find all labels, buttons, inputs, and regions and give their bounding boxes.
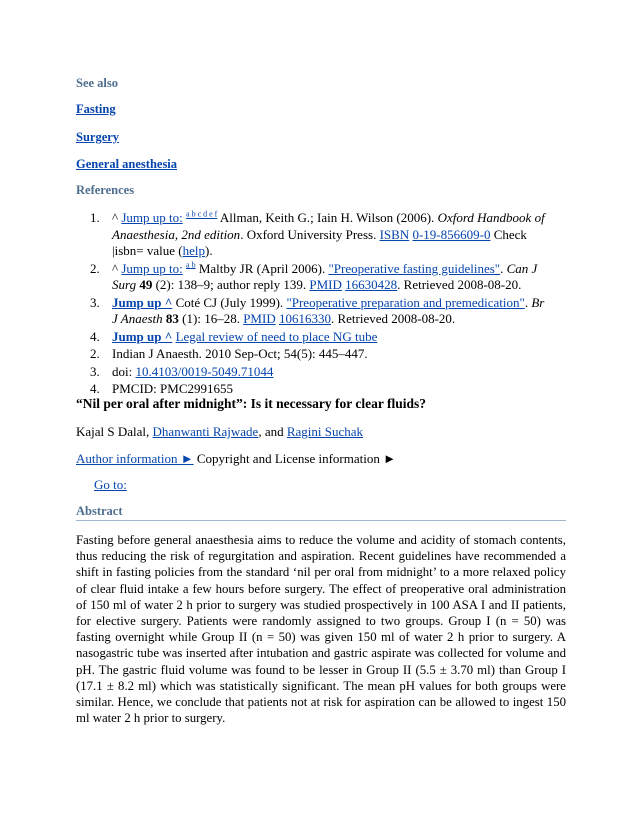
references-list xyxy=(76,210,546,399)
reference-item: 2. ^ Jump up to: $^{a b}$ Maltby JR (April 2006). "Preoperative fasting guidelines". Can J Surg 49 (2): 138–9; author reply 139. PMID 16630428. Retrieved 2008-08-20. xyxy=(90,260,538,292)
go-to-link[interactable]: Go to: xyxy=(94,477,127,492)
backref-letters[interactable]: a b xyxy=(186,260,196,270)
pmid-link[interactable]: 16630428 xyxy=(345,277,398,292)
pmid-label-link[interactable]: PMID xyxy=(243,311,276,326)
legal-review-link[interactable]: Legal review of need to place NG tube xyxy=(175,328,378,344)
jump-up-link[interactable]: Jump up ^ xyxy=(112,294,173,310)
jump-up-link[interactable]: Jump up ^ xyxy=(112,328,173,344)
jump-up-link[interactable]: Jump up to: xyxy=(121,260,183,276)
citation-item: 4. PMCID: PMC2991655 xyxy=(90,381,233,396)
article-title-link[interactable]: "Preoperative fasting guidelines" xyxy=(328,260,501,276)
author-link[interactable]: Ragini Suchak xyxy=(286,424,364,439)
reference-item: 4. Jump up ^ Legal review of need to place NG tube xyxy=(90,328,378,344)
copyright-license-toggle[interactable]: Copyright and License information ► xyxy=(193,451,396,466)
references-heading: References xyxy=(76,183,135,197)
isbn-label-link[interactable]: ISBN xyxy=(379,226,410,242)
abstract-heading: Abstract xyxy=(76,504,123,518)
article-title-link[interactable]: "Preoperative preparation and premedication" xyxy=(286,294,525,310)
author-link[interactable]: Dhanwanti Rajwade xyxy=(152,424,259,439)
author-list: Kajal S Dalal, Dhanwanti Rajwade, and Ragini Suchak xyxy=(76,424,364,439)
help-link[interactable]: help xyxy=(182,243,205,258)
see-also-heading: See also xyxy=(76,76,119,90)
pmid-link[interactable]: 10616330 xyxy=(278,311,331,326)
backref-letters[interactable]: a b c d e f xyxy=(186,209,218,219)
link-general-anesthesia[interactable]: General anesthesia xyxy=(76,157,178,171)
pmid-label-link[interactable]: PMID xyxy=(309,277,342,292)
reference-item: 1. ^ Jump up to: $^{a b c d e f}$ Allman, Keith G.; Iain H. Wilson (2006). Oxford Handbook of Anaesthesia, 2nd edition. Oxford University Press. ISBN 0-19-856609-0 Check |isbn= value (help). xyxy=(90,209,545,258)
jump-up-link[interactable]: Jump up to: xyxy=(121,210,183,225)
link-fasting[interactable]: Fasting xyxy=(76,102,116,116)
article-info-bar xyxy=(76,451,396,467)
article-title: “Nil per oral after midnight”: Is it necessary for clear fluids? xyxy=(76,396,426,411)
link-surgery[interactable]: Surgery xyxy=(76,130,120,144)
divider xyxy=(76,520,566,521)
citation-item: 2. Indian J Anaesth. 2010 Sep-Oct; 54(5): 445–447. xyxy=(90,346,368,361)
reference-item: 3. Jump up ^ Coté CJ (July 1999). "Preoperative preparation and premedication". Br J Anaesth 83 (1): 16–28. PMID 10616330. Retrieved 2008-08-20. xyxy=(90,294,545,326)
author-information-toggle[interactable]: Author information ► xyxy=(76,451,194,466)
abstract-text: Fasting before general anaesthesia aims to reduce the volume and acidity of stomach contents, thus reducing the risk of regurgitation and aspiration. Recent guidelines have recommended a shift in fasting policies from the standard ‘nil per oral from midnight’ to a more relaxed policy of clear fluid intake a few hours before surgery. The effect of preoperative oral administration of 150 ml of water 2 h prior to surgery was studied prospectively in 100 ASA I and II patients, for elective surgery. Patients were randomly assigned to two groups. Group I (n = 50) was fasting overnight while Group II (n = 50) was given 150 ml of water 2 h prior to surgery. A nasogastric tube was inserted after intubation and gastric aspirate was collected for volume and pH. The gastric fluid volume was found to be lesser in Group II (5.5 ± 3.70 ml) than Group I (17.1 ± 8.2 ml) which was statistically significant. The mean pH values for both groups were similar. Hence, we conclude that patients not at risk for aspiration can be allowed to ingest 150 ml water 2 h prior to surgery. xyxy=(76,533,566,726)
citation-item: 3. doi: 10.4103/0019-5049.71044 xyxy=(90,363,274,379)
author-name: Kajal S Dalal xyxy=(76,424,147,439)
isbn-link[interactable]: 0-19-856609-0 xyxy=(412,226,491,242)
doi-link[interactable]: 10.4103/0019-5049.71044 xyxy=(135,363,274,379)
